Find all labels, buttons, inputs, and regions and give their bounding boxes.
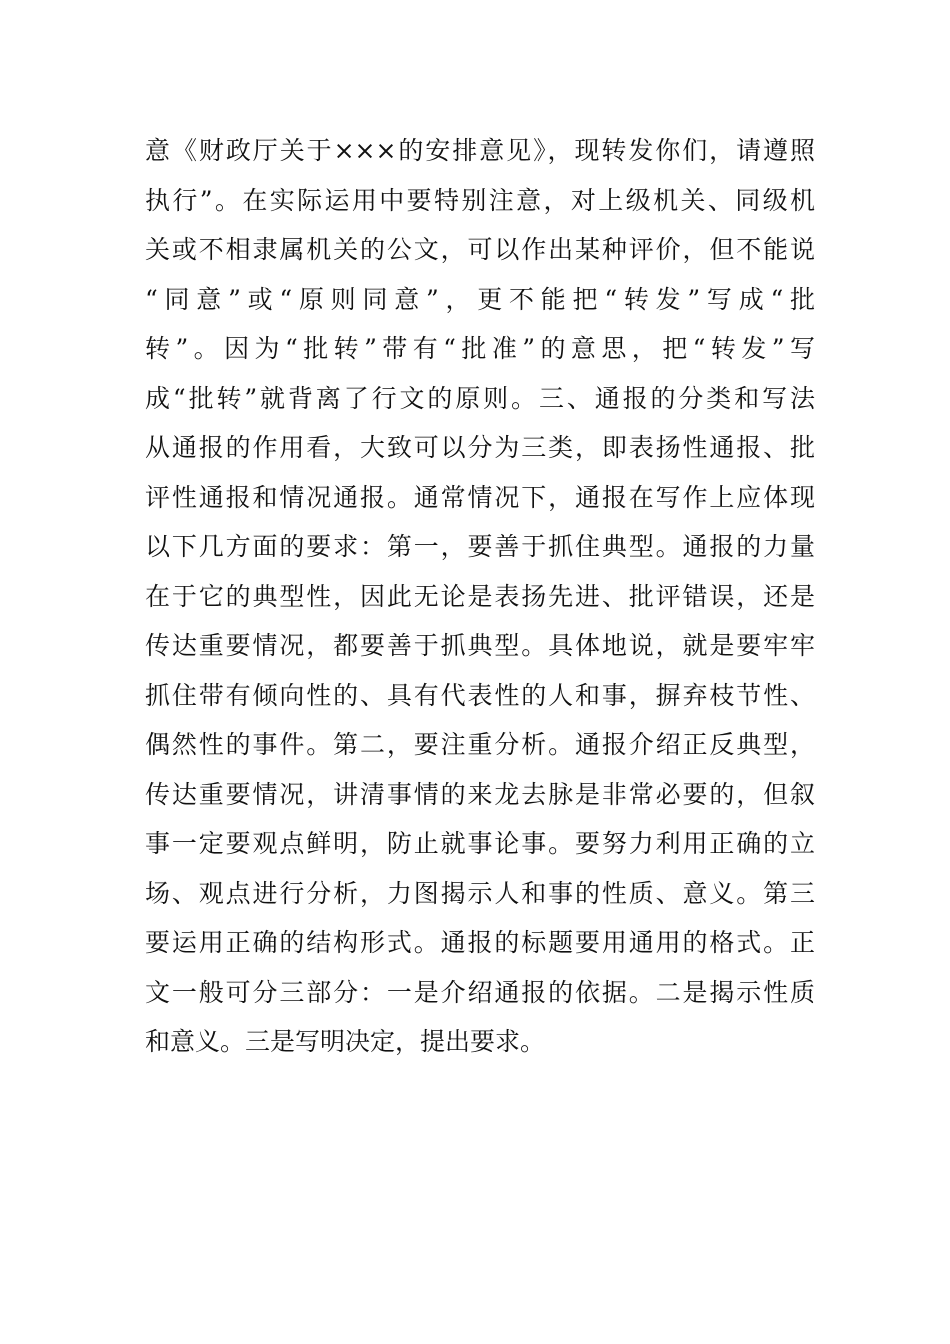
- text-line: 关或不相隶属机关的公文，可以作出某种评价，但不能说: [145, 235, 815, 264]
- text-line: “同意”或“原则同意”，更不能把“转发”写成“批: [145, 284, 815, 314]
- text-line: 要运用正确的结构形式。通报的标题要用通用的格式。正: [145, 928, 815, 957]
- text-line: 文一般可分三部分：一是介绍通报的依据。二是揭示性质: [145, 977, 815, 1007]
- text-line: 和意义。三是写明决定，提出要求。: [145, 1027, 546, 1056]
- text-line: 以下几方面的要求：第一，要善于抓住典型。通报的力量: [145, 532, 815, 561]
- text-line: 抓住带有倾向性的、具有代表性的人和事，摒弃枝节性、: [145, 680, 815, 710]
- text-line: 偶然性的事件。第二，要注重分析。通报介绍正反典型，: [145, 730, 815, 759]
- text-line: 转”。因为“批转”带有“批准”的意思，把“转发”写: [145, 334, 815, 363]
- body-paragraph: [145, 126, 815, 1067]
- text-line: 在于它的典型性，因此无论是表扬先进、批评错误，还是: [145, 581, 815, 611]
- text-line: 成“批转”就背离了行文的原则。三、通报的分类和写法: [145, 383, 815, 413]
- text-line: 传达重要情况，讲清事情的来龙去脉是非常必要的，但叙: [145, 779, 815, 809]
- text-line: 传达重要情况，都要善于抓典型。具体地说，就是要牢牢: [145, 631, 815, 660]
- text-line: 执行”。在实际运用中要特别注意，对上级机关、同级机: [145, 185, 815, 215]
- text-line: 意《财政厅关于×××的安排意见》，现转发你们，请遵照: [145, 136, 815, 165]
- text-line: 事一定要观点鲜明，防止就事论事。要努力利用正确的立: [145, 829, 815, 858]
- text-line: 评性通报和情况通报。通常情况下，通报在写作上应体现: [145, 482, 815, 512]
- text-line: 从通报的作用看，大致可以分为三类，即表扬性通报、批: [145, 433, 815, 462]
- text-line: 场、观点进行分析，力图揭示人和事的性质、意义。第三: [145, 878, 815, 908]
